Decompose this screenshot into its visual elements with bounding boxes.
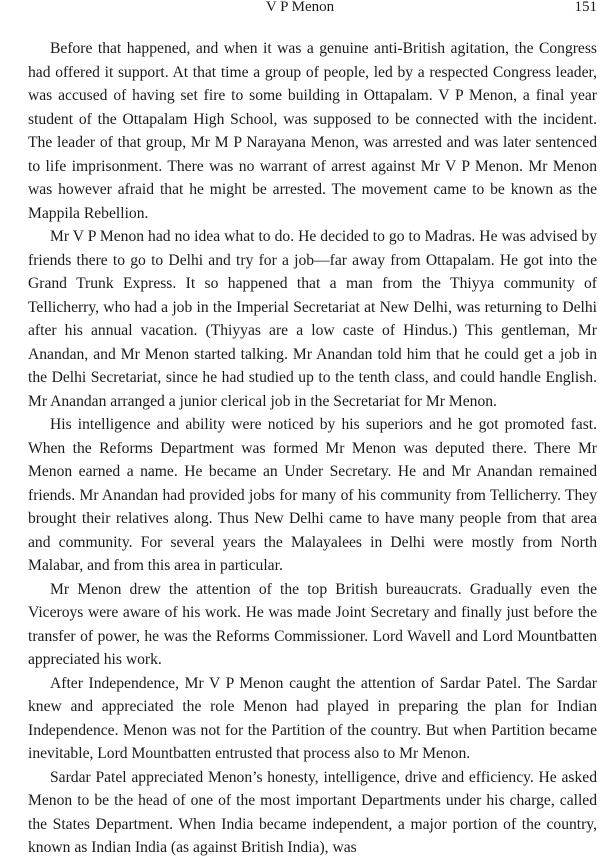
paragraph: After Independence, Mr V P Menon caught the attention of Sardar Patel. The Sardar knew and appreciated the role Menon had played in preparing the plan for Indian Independence. Menon was not for the Partition of the country. But when Partition became inevitable, Lord Mountbatten entrusted that process also to Mr Menon. xyxy=(28,674,597,762)
paragraph: Mr Menon drew the attention of the top British bureaucrats. Gradually even the Viceroys were aware of his work. He was made Joint Secretary and finally just before the transfer of power, he was the Reforms Commissioner. Lord Wavell and Lord Mountbatten appreciated his work. xyxy=(28,580,597,668)
paragraph: Before that happened, and when it was a genuine anti-British agitation, the Congress had offered it support. At that time a group of people, led by a respected Congress leader, was accused of having set fire to some building in Ottapalam. V P Menon, a final year student of the Ottapalam High School, was supposed to be connected with the incident. The leader of that group, Mr M P Narayana Menon, was arrested and was later sentenced to life imprisonment. There was no warrant of arrest against Mr V P Menon. Mr Menon was however afraid that he might be arrested. The movement came to be known as the Mappila Rebellion. xyxy=(28,40,597,222)
page-number: 151 xyxy=(574,0,597,15)
paragraph: Sardar Patel appreciated Menon’s honesty, intelligence, drive and efficiency. He asked Menon to be the head of one of the most important Departments under his charge, called the States Department. When India became independent, a major portion of the country, known as Indian India (as against British India), was xyxy=(28,768,597,856)
running-title: V P Menon xyxy=(265,0,335,15)
paragraph: Mr V P Menon had no idea what to do. He decided to go to Madras. He was advised by friends there to go to Delhi and try for a job—far away from Ottapalam. He got into the Grand Trunk Express. It so happened that a man from the Thiyya community of Tellicherry, who had a job in the Imperial Secretariat at New Delhi, was returning to Delhi after his annual vacation. (Thiyyas are a low caste of Hindus.) This gentleman, Mr Anandan, and Mr Menon started talking. Mr Anandan told him that he could get a job in the Delhi Secretariat, since he had studied up to the tenth class, and could handle English. Mr Anandan arranged a junior clerical job in the Secretariat for Mr Menon. xyxy=(28,228,597,410)
running-header xyxy=(0,0,600,18)
paragraph: His intelligence and ability were noticed by his superiors and he got promoted fast. When the Reforms Department was formed Mr Menon was deputed there. There Mr Menon earned a name. He became an Under Secretary. He and Mr Anandan remained friends. Mr Anandan had provided jobs for many of his community from Tellicherry. They brought their relatives along. Thus New Delhi came to have many people from that area and community. For several years the Malayalees in Delhi were mostly from North Malabar, and from this area in particular. xyxy=(28,416,597,574)
body-text xyxy=(28,37,597,860)
